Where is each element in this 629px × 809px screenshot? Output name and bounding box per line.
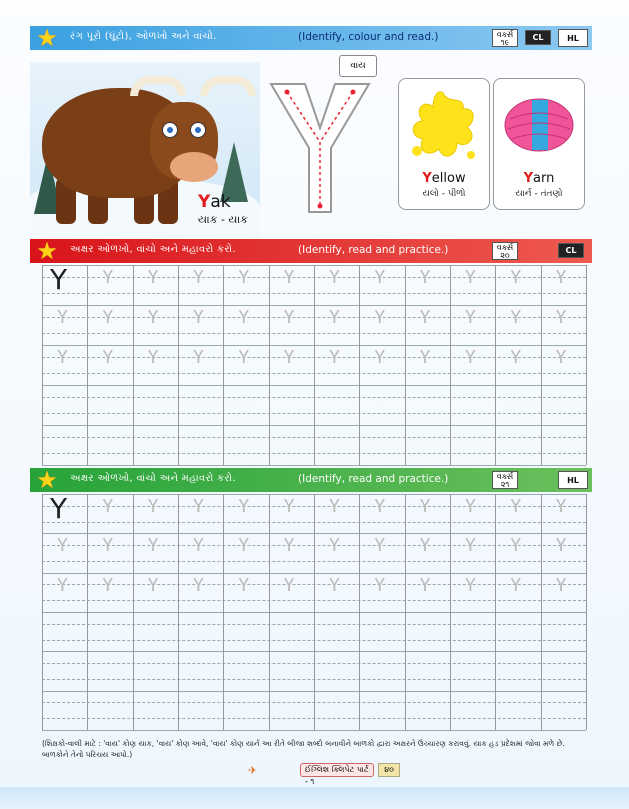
book-title: ઈંગ્લિશ ક્લિપેટ પાર્ટ - ૧ [300,763,374,777]
instruction-english: (Identify, read and practice.) [298,473,449,485]
trace-letter: Y [147,307,159,328]
page-footer [300,763,400,786]
trace-letter: Y [465,267,476,288]
letter-name-tag: વાય [339,55,377,77]
trace-letter: Y [374,496,386,517]
trace-letter: Y [510,347,522,368]
trace-letter: Y [555,574,567,596]
trace-letter: Y [329,307,340,328]
teacher-note: (શિક્ષકો-વાલી માટે : 'વાય' કોણ યાક, 'વાય' કોણ આવે, 'વાય' કોણ યાર્ન આ રીતે બીજા શબ્દો બનાવીને બાળકો દ્વારા અક્ષરને ઉચ્ચારણ કરાવવું. યાક હડ પ્રદેશમાં જોવા મળે છે. બાળકોને તેનો પરિચય આપો.) [42,739,565,759]
yarn-ball-icon [500,85,578,167]
banner-identify-colour [30,26,592,50]
trace-letter: Y [283,267,295,288]
trace-letter: Y [193,535,204,557]
trace-letter: Y [329,496,340,517]
trace-letter: Y [465,347,476,368]
trace-letter: Y [419,307,431,328]
trace-letter: Y [555,307,567,328]
card-yarn: Yarn યાર્ન - તંતણો [493,78,585,210]
trace-letter: Y [283,496,295,517]
trace-letter: Y [147,267,159,288]
trace-letter: Y [193,267,204,288]
star-icon: ★ [36,237,58,265]
trace-letter: Y [465,535,476,557]
trace-letter: Y [102,496,114,517]
trace-letter: Y [419,347,431,368]
trace-letter: Y [147,496,159,517]
trace-letter: Y [374,267,386,288]
trace-letter: Y [510,496,522,517]
tracing-letter-y [265,78,375,218]
trace-letter: Y [465,574,476,596]
airplane-icon: ✈ [248,764,258,777]
model-letter: Y [50,492,68,525]
trace-letter: Y [102,347,114,368]
trace-letter: Y [555,347,567,368]
trace-letter: Y [419,574,431,596]
instruction-gujarati: અક્ષર ઓળખો, વાંચો અને મહાવરો કરો. [70,473,236,484]
trace-letter: Y [147,535,159,557]
trace-letter: Y [419,535,431,557]
trace-letter: Y [555,535,567,557]
trace-letter: Y [57,307,68,328]
trace-letter: Y [419,267,431,288]
trace-letter: Y [238,267,250,288]
trace-letter: Y [283,535,295,557]
trace-letter: Y [147,347,159,368]
worksheet-number-badge: વર્ક્સ ૨૧ [492,471,518,489]
trace-letter: Y [329,267,340,288]
bottom-band [0,787,629,809]
banner-practice-1 [30,239,592,263]
trace-letter: Y [238,574,250,596]
hl-badge: HL [558,29,588,47]
trace-letter: Y [57,347,68,368]
instruction-english: (Identify, colour and read.) [298,31,439,43]
trace-letter: Y [57,574,68,596]
star-icon: ★ [36,24,58,52]
instruction-gujarati: અક્ષર ઓળખો, વાંચો અને મહાવરો કરો. [70,244,236,255]
trace-letter: Y [102,574,114,596]
cl-badge: CL [525,30,551,45]
trace-letter: Y [510,574,522,596]
trace-letter: Y [510,535,522,557]
trace-letter: Y [374,307,386,328]
trace-letter: Y [102,307,114,328]
worksheet-number-badge: વર્ક્સ ૧૯ [492,29,518,47]
trace-letter: Y [238,347,250,368]
trace-letter: Y [465,307,476,328]
page-number: ૪૦ [378,763,400,777]
trace-letter: Y [238,535,250,557]
star-icon: ★ [36,466,58,494]
instruction-english: (Identify, read and practice.) [298,244,449,256]
trace-letter: Y [102,535,114,557]
trace-letter: Y [238,307,250,328]
trace-letter: Y [329,535,340,557]
trace-letter: Y [193,574,204,596]
practice-grid-2 [42,494,586,730]
trace-letter: Y [193,347,204,368]
trace-letter: Y [555,267,567,288]
trace-letter: Y [510,267,522,288]
model-letter: Y [50,263,68,296]
trace-letter: Y [283,574,295,596]
trace-letter: Y [329,574,340,596]
card-yellow: Yellow યલો - પીળો [398,78,490,210]
trace-letter: Y [193,307,204,328]
trace-letter: Y [57,535,68,557]
hl-badge: HL [558,471,588,489]
trace-letter: Y [510,307,522,328]
practice-grid-1 [42,265,586,465]
trace-letter: Y [555,496,567,517]
trace-letter: Y [102,267,114,288]
trace-letter: Y [374,535,386,557]
trace-letter: Y [283,347,295,368]
trace-letter: Y [374,347,386,368]
yak-word: Yak [198,192,231,212]
yellow-splash-icon [405,85,483,167]
trace-letter: Y [283,307,295,328]
trace-letter: Y [419,496,431,517]
trace-letter: Y [465,496,476,517]
trace-letter: Y [147,574,159,596]
banner-practice-2 [30,468,592,492]
trace-letter: Y [193,496,204,517]
trace-letter: Y [329,347,340,368]
yak-gujarati: યાક - યાક [198,213,248,226]
instruction-gujarati: રંગ પૂરો (ઘૂંટો), ઓળખો અને વાંચો. [70,31,217,42]
trace-letter: Y [374,574,386,596]
worksheet-number-badge: વર્ક્સ ૨૦ [492,242,518,260]
trace-letter: Y [238,496,250,517]
cl-badge: CL [558,243,584,258]
